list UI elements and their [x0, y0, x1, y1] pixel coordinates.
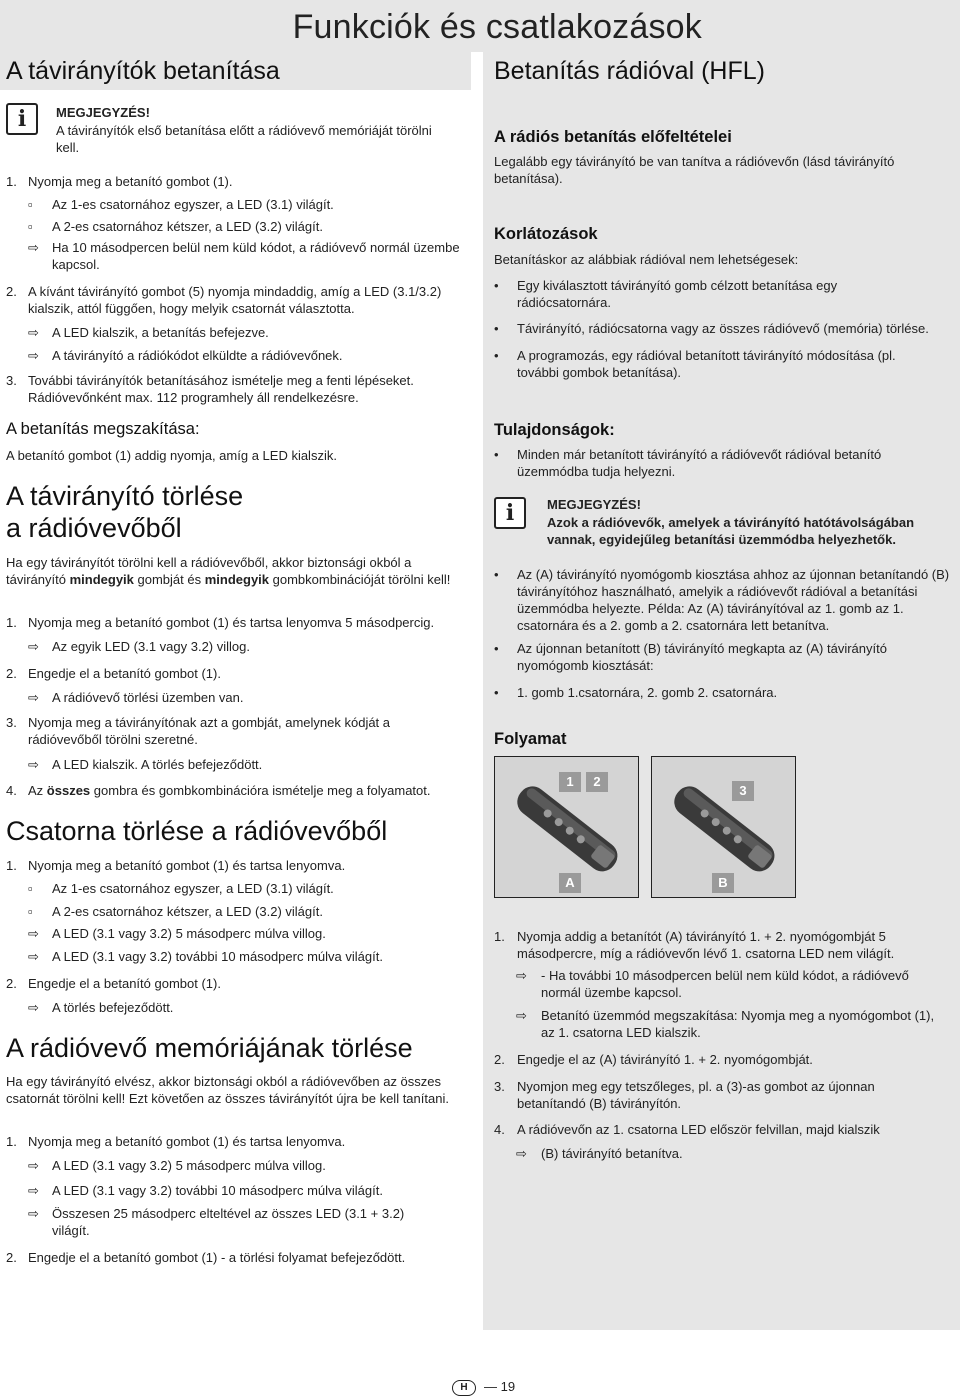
- list-item: ⇨ A távirányító a rádiókódot elküldte a rádióvevőnek.: [28, 348, 343, 363]
- list-item: ▫ A 2-es csatornához kétszer, a LED (3.2) világít.: [28, 904, 323, 919]
- section-title-delete-remote: A távirányító törlése a rádióvevőből: [6, 481, 244, 543]
- list-item: 3. Nyomjon meg egy tetszőleges, pl. a (3)-as gombot az újonnan betanítandó (B) távirányítón.: [494, 1079, 875, 1111]
- note-text: A távirányítók első betanítása előtt a rádióvevő memóriáját törölni kell.: [56, 123, 432, 155]
- page-number: — 19: [484, 1379, 516, 1394]
- list-item: ⇨ A LED (3.1 vagy 3.2) 5 másodperc múlva villog.: [28, 926, 326, 941]
- list-item: 1. Nyomja meg a betanító gombot (1) és tartsa lenyomva 5 másodpercig.: [6, 615, 435, 630]
- remote-label: A: [559, 873, 581, 893]
- list-item: • Távirányító, rádiócsatorna vagy az összes rádióvevő (memória) törlése.: [494, 321, 929, 336]
- section-title-memory-delete: A rádióvevő memóriájának törlése: [6, 1033, 413, 1063]
- list-item: ▫ A 2-es csatornához kétszer, a LED (3.2) világít.: [28, 219, 323, 234]
- list-item: 2. Engedje el a betanító gombot (1).: [6, 976, 221, 991]
- list-item: 2. A kívánt távirányító gombot (5) nyomja mindaddig, amíg a LED (3.1/3.2) kialszik, attól függően, hogy melyik csatornát választotta.: [6, 284, 442, 316]
- list-item: ⇨ Összesen 25 másodperc elteltével az összes LED (3.1 + 3.2) világít.: [28, 1206, 405, 1238]
- section-title-channel-delete: Csatorna törlése a rádióvevőből: [6, 816, 388, 846]
- step-badge: 1: [559, 772, 581, 792]
- info-icon: i: [6, 103, 38, 135]
- info-icon: i: [494, 497, 526, 529]
- restrictions-title: Korlátozások: [494, 225, 598, 243]
- abort-text: A betanító gombot (1) addig nyomja, amíg a LED kialszik.: [6, 448, 337, 463]
- section-title-radio-teaching: Betanítás rádióval (HFL): [494, 57, 765, 85]
- list-item: • A programozás, egy rádióval betanított távirányító módosítása (pl. további gombok betanítása).: [494, 348, 896, 380]
- list-item: • Az újonnan betanított (B) távirányító megkapta az (A) távirányító nyomógomb kiosztását:: [494, 641, 887, 673]
- delete-remote-intro: Ha egy távirányítót törölni kell a rádióvevőből, akkor biztonsági okból a távirányító mindegyik gombját és mindegyik gombkombinációját törölni kell!: [6, 555, 451, 587]
- list-item: ▫ Az 1-es csatornához egyszer, a LED (3.1) világít.: [28, 881, 334, 896]
- list-item: 3. Nyomja meg a távirányítónak azt a gombját, amelynek kódját a rádióvevőből törölni szeretné.: [6, 715, 391, 747]
- abort-title: A betanítás megszakítása:: [6, 420, 200, 438]
- list-item: 1. Nyomja meg a betanító gombot (1) és tartsa lenyomva.: [6, 858, 346, 873]
- list-item: 3. További távirányítók betanításához ismételje meg a fenti lépéseket. Rádióvevőnként max. 112 programhely áll rendelkezésre.: [6, 373, 414, 405]
- prereq-title: A rádiós betanítás előfeltételei: [494, 128, 732, 146]
- list-item: ⇨ Az egyik LED (3.1 vagy 3.2) villog.: [28, 639, 250, 654]
- restrictions-intro: Betanításkor az alábbiak rádióval nem lehetségesek:: [494, 252, 799, 267]
- list-item: • 1. gomb 1.csatornára, 2. gomb 2. csatornára.: [494, 685, 778, 700]
- list-item: ⇨ A LED (3.1 vagy 3.2) további 10 másodperc múlva világít.: [28, 1183, 383, 1198]
- list-item: • Egy kiválasztott távirányító gomb célzott betanítása egy rádiócsatornára.: [494, 278, 838, 310]
- list-item: ⇨ - Ha további 10 másodpercen belül nem küld kódot, a rádióvevő normál üzembe kapcsol.: [516, 968, 909, 1000]
- list-item: ⇨ (B) távirányító betanítva.: [516, 1146, 683, 1161]
- list-item: • Az (A) távirányító nyomógomb kiosztása ahhoz az újonnan betanítandó (B) távirányítóhoz használható, amelyik a rádióvevőt rádióval a betanítási üzemmódba helyezte. Példa: Az (A) távirányítóval az 1. gomb az 1. csatornára és a 2. gomb a 2. csatornára lett betanítva.: [494, 567, 950, 633]
- list-item: ⇨ A LED (3.1 vagy 3.2) 5 másodperc múlva villog.: [28, 1158, 326, 1173]
- list-item: 4. A rádióvevőn az 1. csatorna LED először felvillan, majd kialszik: [494, 1122, 880, 1137]
- list-item: ⇨ A rádióvevő törlési üzemben van.: [28, 690, 244, 705]
- step-badge: 3: [732, 781, 754, 801]
- remote-label: B: [712, 873, 734, 893]
- note-text: Azok a rádióvevők, amelyek a távirányító hatótávolságában vannak, egyidejűleg betanítási üzemmódba helyezhetők.: [547, 515, 915, 547]
- list-item: 2. Engedje el az (A) távirányító 1. + 2. nyomógombját.: [494, 1052, 813, 1067]
- list-item: ⇨ A törlés befejeződött.: [28, 1000, 174, 1015]
- language-badge: H: [452, 1380, 476, 1396]
- list-item: ⇨ Ha 10 másodpercen belül nem küld kódot, a rádióvevő normál üzembe kapcsol.: [28, 240, 460, 272]
- process-title: Folyamat: [494, 730, 567, 748]
- list-item: ▫ Az 1-es csatornához egyszer, a LED (3.1) világít.: [28, 197, 334, 212]
- list-item: • Minden már betanított távirányító a rádióvevőt rádióval betanító üzemmódba tudja helyezni.: [494, 447, 882, 479]
- list-item: 1. Nyomja addig a betanítót (A) távirányító 1. + 2. nyomógombját 5 másodpercre, míg a rádióvevőn lévő 1. csatorna LED nem világít.: [494, 929, 895, 961]
- section-title-teaching: A távirányítók betanítása: [6, 57, 280, 85]
- list-item: 2. Engedje el a betanító gombot (1).: [6, 666, 221, 681]
- list-item: 1. Nyomja meg a betanító gombot (1) és tartsa lenyomva.: [6, 1134, 346, 1149]
- list-item: ⇨ A LED (3.1 vagy 3.2) további 10 másodperc múlva világít.: [28, 949, 383, 964]
- page-title: Funkciók és csatlakozások: [292, 8, 702, 46]
- list-item: 4. Az összes gombra és gombkombinációra ismételje meg a folyamatot.: [6, 783, 431, 798]
- step-badge: 2: [586, 772, 608, 792]
- list-item: 1. Nyomja meg a betanító gombot (1).: [6, 174, 233, 189]
- properties-title: Tulajdonságok:: [494, 421, 615, 439]
- list-item: ⇨ Betanító üzemmód megszakítása: Nyomja meg a nyomógombot (1), az 1. csatorna LED kialszik.: [516, 1008, 935, 1040]
- note-label: MEGJEGYZÉS!: [56, 105, 150, 120]
- note-label: MEGJEGYZÉS!: [547, 497, 641, 512]
- list-item: 2. Engedje el a betanító gombot (1) - a törlési folyamat befejeződött.: [6, 1250, 406, 1265]
- list-item: ⇨ A LED kialszik. A törlés befejeződött.: [28, 757, 263, 772]
- list-item: ⇨ A LED kialszik, a betanítás befejezve.: [28, 325, 269, 340]
- page-footer: [452, 1379, 515, 1396]
- prereq-text: Legalább egy távirányító be van tanítva a rádióvevőn (lásd távirányító betanítása).: [494, 154, 895, 186]
- memory-delete-intro: Ha egy távirányító elvész, akkor biztonsági okból a rádióvevőben az összes csatornát törölni kell! Ezt követően az összes távirányítót újra be kell tanítani.: [6, 1074, 449, 1106]
